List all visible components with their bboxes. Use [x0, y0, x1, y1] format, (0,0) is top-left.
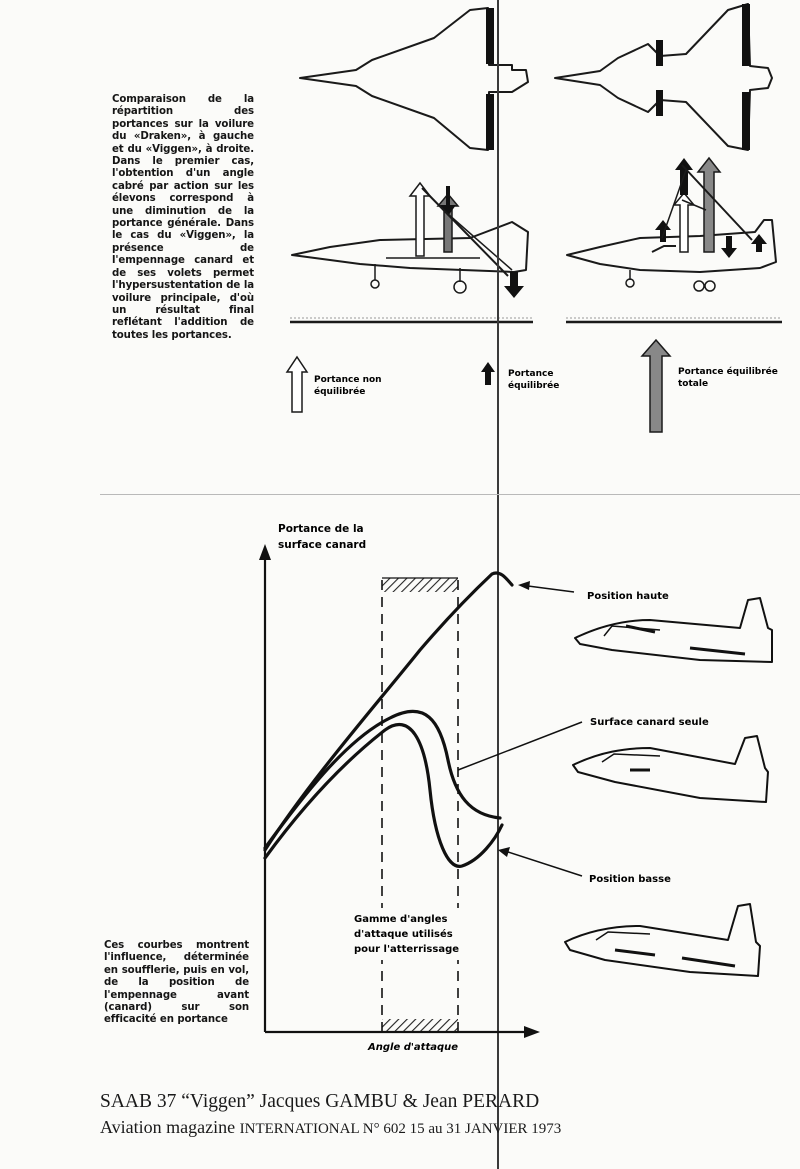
legend-label-unbalanced-1: Portance non [314, 375, 382, 385]
legend-label-unbalanced-2: équilibrée [314, 387, 366, 397]
credit-publication-line [100, 1117, 561, 1138]
legend [287, 340, 778, 432]
legend-label-balanced-2: équilibrée [508, 381, 560, 391]
aircraft-surface-seule [573, 736, 768, 802]
credit-title-line: SAAB 37 “Viggen” Jacques GAMBU & Jean PERARD [100, 1091, 540, 1112]
axes [259, 544, 540, 1038]
x-axis-label: Angle d'attaque [368, 1042, 459, 1053]
y-axis-label-2: surface canard [278, 539, 367, 551]
range-label-3: pour l'atterrissage [354, 944, 460, 955]
legend-arrow-balanced [481, 362, 495, 385]
label-position-basse: Position basse [589, 874, 671, 885]
legend-arrow-total [642, 340, 670, 432]
label-position-haute: Position haute [587, 591, 669, 602]
lift-distribution-figure [0, 0, 800, 470]
y-axis-label-1: Portance de la [278, 523, 364, 535]
range-label-1: Gamme d'angles [354, 914, 448, 925]
curves-caption: Ces courbes montrent l'influence, déterminée en soufflerie, puis en vol, de la position de l'empennage avant (canard) sur son efficacité en portance [104, 940, 249, 1026]
aircraft-position-basse [565, 904, 760, 976]
landing-range [350, 578, 468, 1032]
section-divider [100, 494, 800, 495]
draken-plan-view [300, 8, 528, 150]
curves [265, 573, 512, 866]
publication-issue: INTERNATIONAL N° 602 15 au 31 JANVIER 1973 [239, 1121, 562, 1137]
legend-label-total-2: totale [678, 379, 709, 389]
curve-position-basse [265, 725, 502, 867]
aircraft-position-haute [575, 598, 772, 662]
viggen-side-view [567, 158, 776, 291]
legend-label-total-1: Portance équilibrée [678, 367, 778, 377]
publication-name: Aviation magazine [100, 1117, 236, 1137]
comparison-caption: Comparaison de la répartition des portances sur la voilure du «Draken», à gauche et du «Viggen», à droite. Dans le premier cas, l'obtention d'un angle cabré par action sur les élevons correspond à une diminution de la portance générale. Dans le cas du «Viggen», la présence de l'empennage canard et de ses volets permet l'hypersustentation de la voilure principale, d'où un résultat final reflétant l'addition de toutes les portances. [112, 94, 254, 341]
legend-arrow-unbalanced [287, 357, 307, 412]
draken-side-view [292, 183, 528, 298]
label-surface-seule: Surface canard seule [590, 717, 709, 728]
viggen-plan-view [555, 4, 772, 150]
pointer-lines [458, 581, 582, 876]
range-label-2: d'attaque utilisés [354, 929, 453, 940]
legend-label-balanced-1: Portance [508, 369, 554, 379]
